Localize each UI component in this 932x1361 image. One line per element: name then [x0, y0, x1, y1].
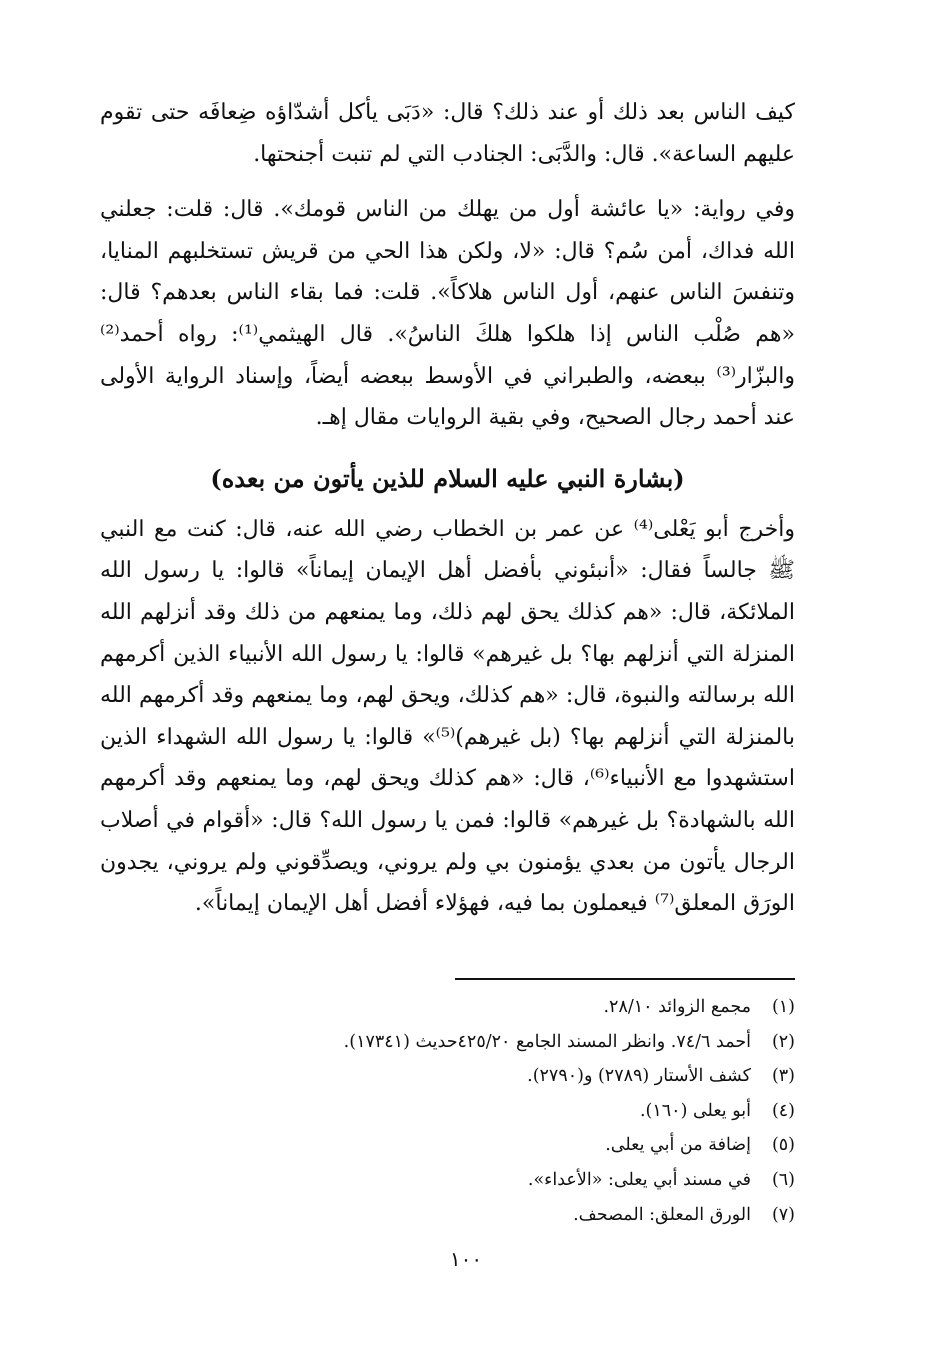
footnote-item [100, 1128, 795, 1163]
footnote-item [100, 1059, 795, 1094]
footnote-text: إضافة من أبي يعلى. [605, 1135, 751, 1156]
paragraph-2: وفي رواية: «يا عائشة أول من يهلك من الناس قومك». قال: قلت: جعلني الله فداك، أمن سُم؟ قال: «لا، ولكن هذا الحي من قريش تستخلبهم المنايا، وتنفسَ الناس عنهم، أول الناس هلاكاً». قلت: فما بقاء الناس بعدهم؟ قال: «هم صُلْب الناس إذا هلكوا هلكَ الناسُ». قال الهيثمي⁽¹⁾: رواه أحمد⁽²⁾ والبزّار⁽³⁾ ببعضه، والطبراني في الأوسط ببعضه أيضاً، وإسناد الرواية الأولى عند أحمد رجال الصحيح، وفي بقية الروايات مقال إهـ. [100, 197, 795, 431]
footnote-text: أحمد ٧٤/٦. وانظر المسند الجامع ٤٢٥/٢٠حديث (١٧٣٤١). [343, 1031, 751, 1052]
paragraph-1: كيف الناس بعد ذلك أو عند ذلك؟ قال: «دَبَى يأكل أشدّاؤه ضِعافَه حتى تقوم عليهم الساعة». قال: والدَّبَى: الجنادب التي لم تنبت أجنحتها. [100, 100, 795, 167]
footnote-item [100, 1025, 795, 1060]
footnote-number: (١) [771, 997, 795, 1017]
footnote-text: كشف الأستار (٢٧٨٩) و(٢٧٩٠). [527, 1066, 751, 1087]
footnote-text: في مسند أبي يعلى: «الأعداء». [527, 1169, 751, 1190]
footnote-number: (٧) [771, 1204, 795, 1225]
footnote-text: مجمع الزوائد ٢٨/١٠. [603, 997, 751, 1017]
footnote-number: (٦) [771, 1169, 795, 1190]
footnotes-list [100, 990, 795, 1232]
footnote-item [100, 1163, 795, 1198]
page-body [100, 92, 795, 925]
footnote-number: (٣) [771, 1066, 795, 1087]
footnote-text: الورق المعلق: المصحف. [573, 1204, 751, 1225]
paragraph-3: وأخرج أبو يَعْلى⁽⁴⁾ عن عمر بن الخطاب رضي الله عنه، قال: كنت مع النبي ﷺ جالساً فقال: «أنبئوني بأفضل أهل الإيمان إيماناً» قالوا: يا رسول الله الملائكة، قال: «هم كذلك يحق لهم ذلك، وما يمنعهم من ذلك وقد أنزلهم الله المنزلة التي أنزلهم بها؟ بل غيرهم» قالوا: يا رسول الله الأنبياء الذين أكرمهم الله برسالته والنبوة، قال: «هم كذلك، ويحق لهم، وما يمنعهم وقد أكرمهم الله بالمنزلة التي أنزلهم بها؟ (بل غيرهم)⁽⁵⁾» قالوا: يا رسول الله الشهداء الذين استشهدوا مع الأنبياء⁽⁶⁾، قال: «هم كذلك ويحق لهم، وما يمنعهم وقد أكرمهم الله بالشهادة؟ بل غيرهم» قالوا: فمن يا رسول الله؟ قال: «أقوام في أصلاب الرجال يأتون من بعدي يؤمنون بي ولم يروني، ويصدِّقوني ولم يروني، يجدون الورَق المعلق⁽⁷⁾ فيعملون بما فيه، فهؤلاء أفضل أهل الإيمان إيماناً». [100, 516, 796, 917]
section-heading: (بشارة النبي عليه السلام للذين يأتون من بعده) [210, 463, 685, 493]
page-number: ١٠٠ [449, 1247, 483, 1271]
footnote-item [100, 1094, 795, 1129]
footnote-number: (٥) [771, 1135, 795, 1156]
footnote-item [100, 990, 795, 1025]
footnote-text: أبو يعلى (١٦٠). [639, 1100, 751, 1121]
footnote-divider [455, 978, 795, 980]
footnote-number: (٢) [771, 1031, 795, 1052]
footnote-item [100, 1198, 795, 1233]
footnote-number: (٤) [771, 1100, 795, 1121]
